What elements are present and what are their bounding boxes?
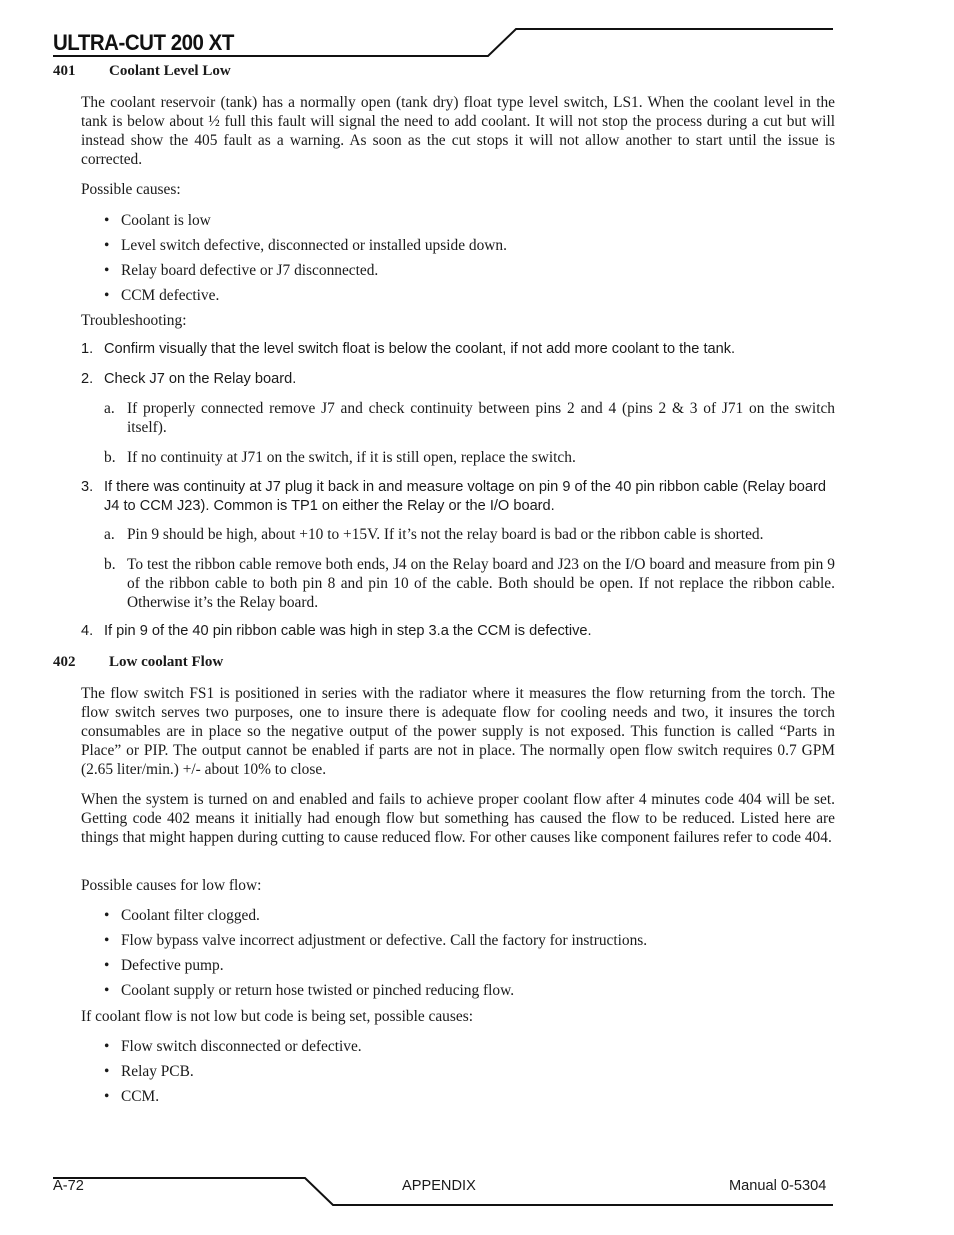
step-2a [104, 399, 835, 437]
section-title: Coolant Level Low [109, 63, 231, 79]
step-text: To test the ribbon cable remove both ends, J4 on the Relay board and J23 on the I/O board and measure from pin 9 of the ribbon cable to both pin 8 and pin 10 of the cable. Both should be open. If not replace the ribbon cable. Otherwise it’s the Relay board. [127, 556, 835, 611]
step-1 [81, 340, 835, 359]
list-item: • Coolant filter clogged. [102, 906, 647, 931]
section-title: Low coolant Flow [109, 654, 224, 670]
step-text: Pin 9 should be high, about +10 to +15V. If it’s not the relay board is bad or the ribbon cable is shorted. [127, 526, 764, 543]
list-item: • Coolant is low [102, 211, 507, 236]
page-number: A-72 [53, 1178, 84, 1194]
step-2 [81, 370, 835, 389]
step-3b [104, 555, 835, 612]
step-number: 1. [81, 341, 94, 357]
low-flow-causes-list [102, 906, 647, 1006]
troubleshooting-label: Troubleshooting: [81, 312, 187, 329]
flow-switch-paragraph: The flow switch FS1 is positioned in series with the radiator where it measures the flow returning from the torch. The flow switch serves two purposes, one to insure there is adequate flow for cooling needs and two, it insures the torch consumables are in place so the negative output of the power supply is not exposed. This function is called “Parts in Place” or PIP. The output cannot be enabled if parts are not in place. The normally open flow switch requires 0.7 GPM (2.65 liter/min.) +/- about 10% to close. [81, 685, 835, 778]
list-item: • Defective pump. [102, 956, 647, 981]
section-number: 401 [53, 63, 76, 79]
step-letter: a. [104, 400, 115, 417]
manual-number: Manual 0-5304 [729, 1178, 827, 1194]
step-2b [104, 448, 835, 467]
causes-list [102, 211, 507, 311]
list-item: • CCM. [102, 1087, 362, 1112]
list-item: • CCM defective. [102, 286, 507, 311]
section-number: 402 [53, 654, 76, 670]
other-causes-label: If coolant flow is not low but code is being set, possible causes: [81, 1008, 473, 1025]
step-letter: b. [104, 556, 116, 573]
step-text: If no continuity at J71 on the switch, if it is still open, replace the switch. [127, 449, 576, 466]
system-enabled-paragraph: When the system is turned on and enabled and fails to achieve proper coolant flow after 4 minutes code 404 will be set. Getting code 402 means it initially had enough flow but something has caused the flow to be reduced. Listed here are things that might happen during cutting to cause reduced flow. For other causes like component failures refer to code 404. [81, 791, 835, 846]
list-item: • Relay PCB. [102, 1062, 362, 1087]
step-3a [104, 525, 835, 544]
low-flow-causes-label: Possible causes for low flow: [81, 877, 262, 894]
possible-causes-label: Possible causes: [81, 181, 181, 198]
section-heading-402 [53, 654, 223, 671]
step-text: If properly connected remove J7 and check continuity between pins 2 and 4 (pins 2 & 3 of J71 on the switch itself). [127, 400, 835, 436]
step-number: 4. [81, 623, 94, 639]
step-letter: b. [104, 449, 116, 466]
footer-section: APPENDIX [402, 1178, 476, 1194]
list-item: • Relay board defective or J7 disconnected. [102, 261, 507, 286]
step-text: Check J7 on the Relay board. [104, 371, 297, 387]
list-item: • Flow bypass valve incorrect adjustment or defective. Call the factory for instructions. [102, 931, 647, 956]
section-intro-paragraph: The coolant reservoir (tank) has a normally open (tank dry) float type level switch, LS1. When the coolant level in the tank is below about ½ full this fault will signal the need to add coolant. It will not stop the process during a cut but will instead show the 405 fault as a warning. As soon as the cut stops it will not allow another to start until the issue is corrected. [81, 94, 835, 168]
step-text: Confirm visually that the level switch float is below the coolant, if not add more coolant to the tank. [104, 341, 736, 357]
list-item: • Level switch defective, disconnected or installed upside down. [102, 236, 507, 261]
step-letter: a. [104, 526, 115, 543]
section-heading-401 [53, 63, 231, 80]
step-text: If there was continuity at J7 plug it back in and measure voltage on pin 9 of the 40 pin ribbon cable (Relay board J4 to CCM J23). Common is TP1 on either the Relay or the I/O board. [104, 479, 827, 514]
document-title: ULTRA-CUT 200 XT [53, 30, 234, 55]
other-causes-list [102, 1037, 362, 1112]
step-4 [81, 622, 835, 641]
step-3 [81, 478, 835, 515]
list-item: • Flow switch disconnected or defective. [102, 1037, 362, 1062]
list-item: • Coolant supply or return hose twisted or pinched reducing flow. [102, 981, 647, 1006]
step-number: 2. [81, 371, 94, 387]
step-text: If pin 9 of the 40 pin ribbon cable was high in step 3.a the CCM is defective. [104, 623, 592, 639]
step-number: 3. [81, 479, 94, 495]
